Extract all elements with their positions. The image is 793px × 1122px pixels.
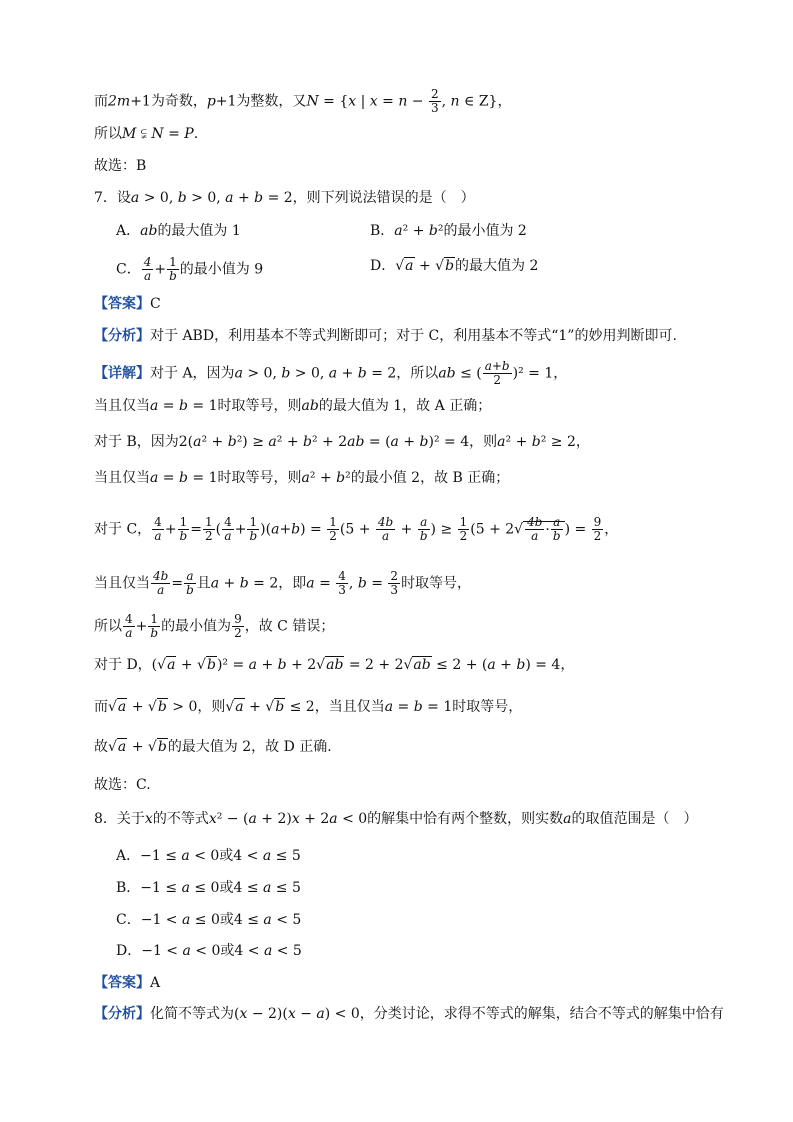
analysis-text: 对于 ABD，利用基本不等式判断即可；对于 C，利用基本不等式“1”的妙用判断即可. xyxy=(150,328,677,344)
answer-line xyxy=(94,294,161,314)
text-line: 当且仅当 $\frac{4b}{a}$ = $\frac{a}{b}$ 且a + b = 2，即a = $\frac{4}{3}$ , b = $\frac{2}{3}$ 时取等号， xyxy=(94,569,472,597)
text-line: 而√a + √b > 0，则√a + √b ≤ 2，当且仅当a = b = 1时取等号， xyxy=(94,699,523,715)
text-line: 所以M ⫋ N = P. xyxy=(94,126,199,142)
answer-line xyxy=(94,973,160,993)
option-a: A．ab的最大值为 1 xyxy=(116,223,241,239)
text-line: 当且仅当a = b = 1时取等号，则a² + b²的最小值 2，故 B 正确； xyxy=(94,470,510,486)
text-line: 所以 $\frac{4}{a}$ + $\frac{1}{b}$ 的最小值为 $\frac{9}{2}$ ，故 C 错误； xyxy=(94,612,335,640)
option-c: C．−1 < a ≤ 0或4 ≤ a < 5 xyxy=(116,912,302,928)
text-line: 故√a + √b的最大值为 2，故 D 正确. xyxy=(94,739,332,755)
option-a: A．−1 ≤ a < 0或4 < a ≤ 5 xyxy=(116,848,301,864)
analysis-tag: 【分析】 xyxy=(94,1006,150,1022)
question-8-stem: 8．关于x的不等式x² − (a + 2)x + 2a < 0的解集中恰有两个整数，则实数a的取值范围是（ ） xyxy=(94,811,698,827)
option-b: B．a² + b²的最小值为 2 xyxy=(370,223,527,239)
answer-value: A xyxy=(150,975,161,991)
text-line: 而2m+1为奇数，p+1为整数，又N = {x | x = n − $\frac{2}{3}$ , n ∈ Z}， xyxy=(94,87,512,115)
text-line: 对于 D，(√a + √b)² = a + b + 2√ab = 2 + 2√ab ≤ 2 + (a + b) = 4， xyxy=(94,657,575,673)
detail-line: 【详解】对于 A，因为a > 0, b > 0, a + b = 2，所以ab ≤ ( $\frac{a+b}{2}$ )² = 1， xyxy=(94,359,568,387)
detail-tag: 【详解】 xyxy=(94,365,150,382)
text-line: 对于 B，因为2(a² + b²) ≥ a² + b² + 2ab = (a + b)² = 4，则a² + b² ≥ 2， xyxy=(94,434,590,450)
option-d: D．√a + √b的最大值为 2 xyxy=(370,258,539,274)
option-b: B．−1 ≤ a ≤ 0或4 ≤ a ≤ 5 xyxy=(116,880,301,896)
text-line: 故选：B xyxy=(94,158,147,174)
analysis-tag: 【分析】 xyxy=(94,328,150,344)
answer-tag: 【答案】 xyxy=(94,975,150,991)
answer-tag: 【答案】 xyxy=(94,296,150,312)
answer-value: C xyxy=(150,296,161,312)
option-d: D．−1 < a < 0或4 < a < 5 xyxy=(116,943,302,959)
option-c: C． $\frac{4}{a}$ + $\frac{1}{b}$ 的最小值为 9 xyxy=(116,255,264,283)
text-line: 故选：C. xyxy=(94,777,151,793)
analysis-line: 【分析】化简不等式为(x − 2)(x − a) < 0，分类讨论，求得不等式的解集，结合不等式的解集中恰有 xyxy=(94,1006,724,1022)
question-7-stem: 7．设a > 0, b > 0, a + b = 2，则下列说法错误的是（ ） xyxy=(94,190,475,206)
text-line: 当且仅当a = b = 1时取等号，则ab的最大值为 1，故 A 正确； xyxy=(94,398,492,414)
text-line: 对于 C， $\frac{4}{a}$ + $\frac{1}{b}$ = $\frac{1}{2}$ ( $\frac{4}{a}$ + $\frac{1}{b}$ )(a+b) = $\frac{1}{2}$ (5 + $\frac{4b}{a}$ + $\frac{a}{b}$ ) ≥ $\frac{1}{2}$ (5 + 2√ $\frac{4b}{a}$ · $\frac{a}{b}$ ) = $\frac{9}{2}$ ， xyxy=(94,515,619,543)
analysis-line xyxy=(94,326,677,346)
